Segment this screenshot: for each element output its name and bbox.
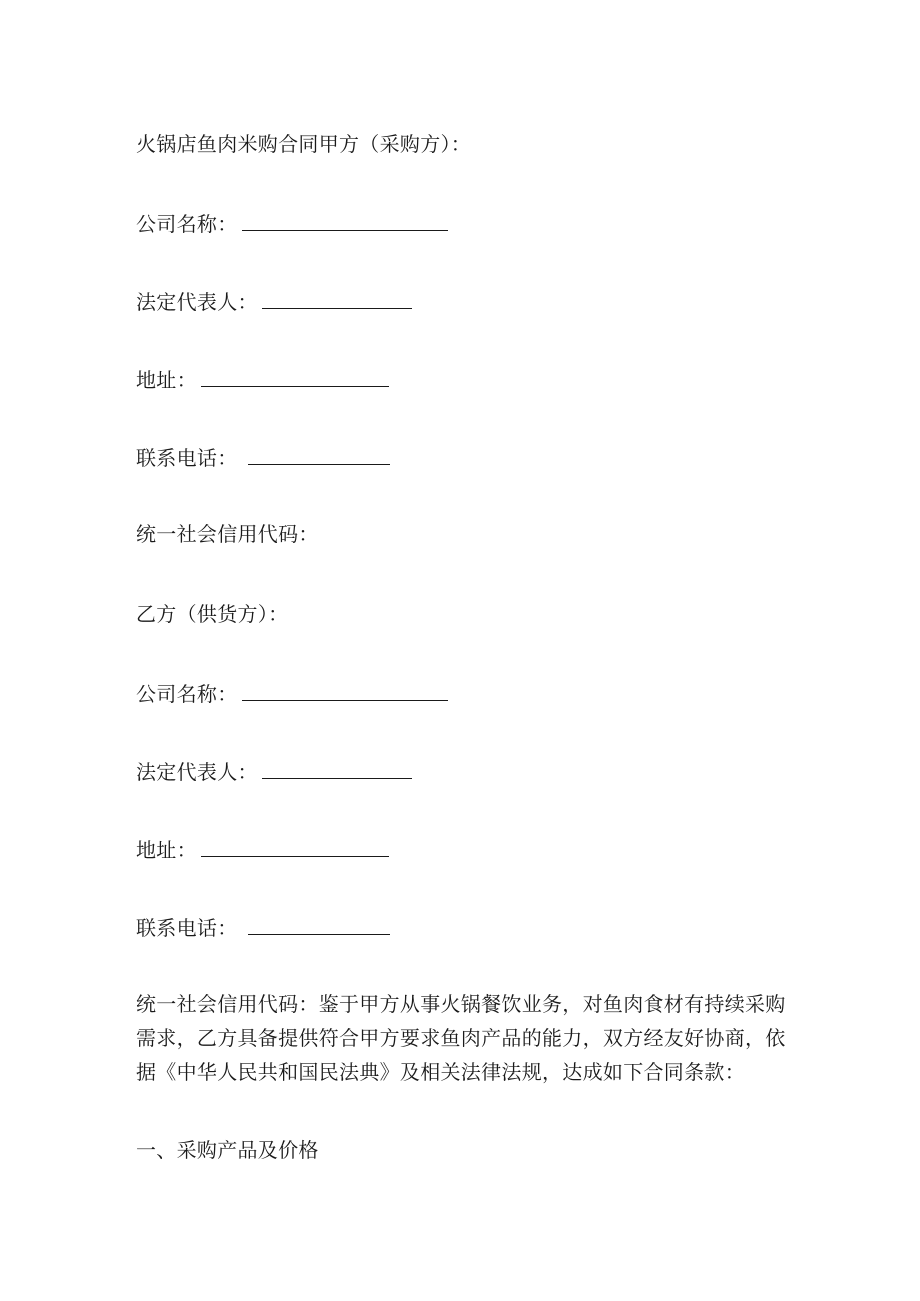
- party-b-phone-label: 联系电话：: [136, 916, 238, 940]
- party-a-rep-blank[interactable]: [262, 288, 412, 309]
- party-a-phone-field: [136, 444, 390, 470]
- party-a-credit-code-label: 统一社会信用代码：: [136, 522, 319, 546]
- party-b-address-field: [136, 836, 389, 862]
- party-b-company-field: [136, 680, 448, 706]
- preamble-paragraph: 统一社会信用代码：鉴于甲方从事火锅餐饮业务，对鱼肉食材有持续采购需求，乙方具备提供符合甲方要求鱼肉产品的能力，双方经友好协商，依据《中华人民共和国民法典》及相关法律法规，达成如下合同条款：: [136, 992, 786, 1084]
- party-a-rep-field: [136, 288, 412, 314]
- party-a-company-field: [136, 210, 448, 236]
- party-b-phone-field: [136, 914, 390, 940]
- party-a-company-label: 公司名称：: [136, 212, 238, 236]
- party-a-rep-label: 法定代表人：: [136, 290, 258, 314]
- party-b-company-label: 公司名称：: [136, 682, 238, 706]
- party-b-rep-label: 法定代表人：: [136, 760, 258, 784]
- party-a-address-field: [136, 366, 389, 392]
- party-a-phone-label: 联系电话：: [136, 446, 238, 470]
- contract-title: 火锅店鱼肉米购合同甲方（采购方）：: [136, 132, 472, 156]
- party-a-address-blank[interactable]: [201, 366, 389, 387]
- party-b-address-blank[interactable]: [201, 836, 389, 857]
- party-b-rep-blank[interactable]: [262, 758, 412, 779]
- party-b-address-label: 地址：: [136, 838, 197, 862]
- party-b-rep-field: [136, 758, 412, 784]
- section1-heading: 一、采购产品及价格: [136, 1138, 319, 1162]
- party-b-company-blank[interactable]: [242, 680, 448, 701]
- party-a-company-blank[interactable]: [242, 210, 448, 231]
- party-b-heading: 乙方（供货方）：: [136, 602, 289, 626]
- party-a-phone-blank[interactable]: [248, 444, 390, 465]
- party-a-address-label: 地址：: [136, 368, 197, 392]
- party-b-phone-blank[interactable]: [248, 914, 390, 935]
